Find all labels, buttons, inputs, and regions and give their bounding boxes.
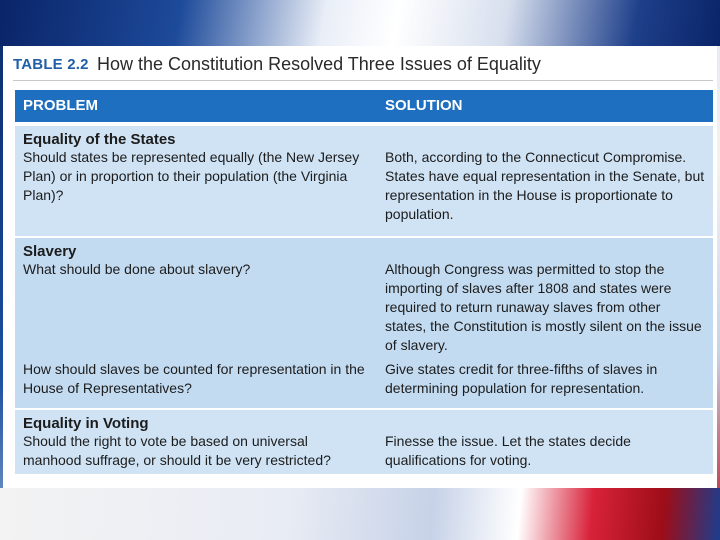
solution-cell: Although Congress was permitted to stop the importing of slaves after 1808 and states were required to return runaway slaves from other states, the Constitution is mostly silent on the issue of slavery. — [385, 261, 702, 353]
problem-cell: How should slaves be counted for representation in the House of Representatives? — [23, 361, 365, 396]
table-header — [15, 90, 713, 122]
header-solution: SOLUTION — [385, 97, 463, 114]
section-heading: Slavery — [23, 243, 77, 260]
table-number: TABLE 2.2 — [13, 56, 89, 73]
problem-cell: Should the right to vote be based on universal manhood suffrage, or should it be very restricted? — [23, 433, 331, 468]
problem-cell: What should be done about slavery? — [23, 261, 251, 277]
solution-cell: Give states credit for three-fifths of slaves in determining population for representation. — [385, 361, 658, 396]
equality-table — [15, 90, 713, 474]
table-title — [13, 50, 713, 81]
header-problem: PROBLEM — [23, 97, 98, 114]
slide-content — [3, 46, 717, 488]
solution-cell: Both, according to the Connecticut Compromise. States have equal representation in the Senate, but representation in the House is proportionate to population. — [385, 149, 705, 222]
section-heading: Equality in Voting — [23, 415, 149, 432]
table-caption: How the Constitution Resolved Three Issues of Equality — [97, 54, 541, 74]
problem-cell: Should states be represented equally (the New Jersey Plan) or in proportion to their population (the Virginia Plan)? — [23, 149, 360, 203]
solution-cell: Finesse the issue. Let the states decide qualifications for voting. — [385, 433, 631, 468]
section-heading: Equality of the States — [23, 131, 176, 148]
background-top-banner — [0, 0, 720, 46]
section-equality-of-states — [15, 126, 713, 236]
section-equality-in-voting — [15, 410, 713, 474]
background-bottom-banner — [0, 488, 720, 540]
section-slavery — [15, 238, 713, 408]
